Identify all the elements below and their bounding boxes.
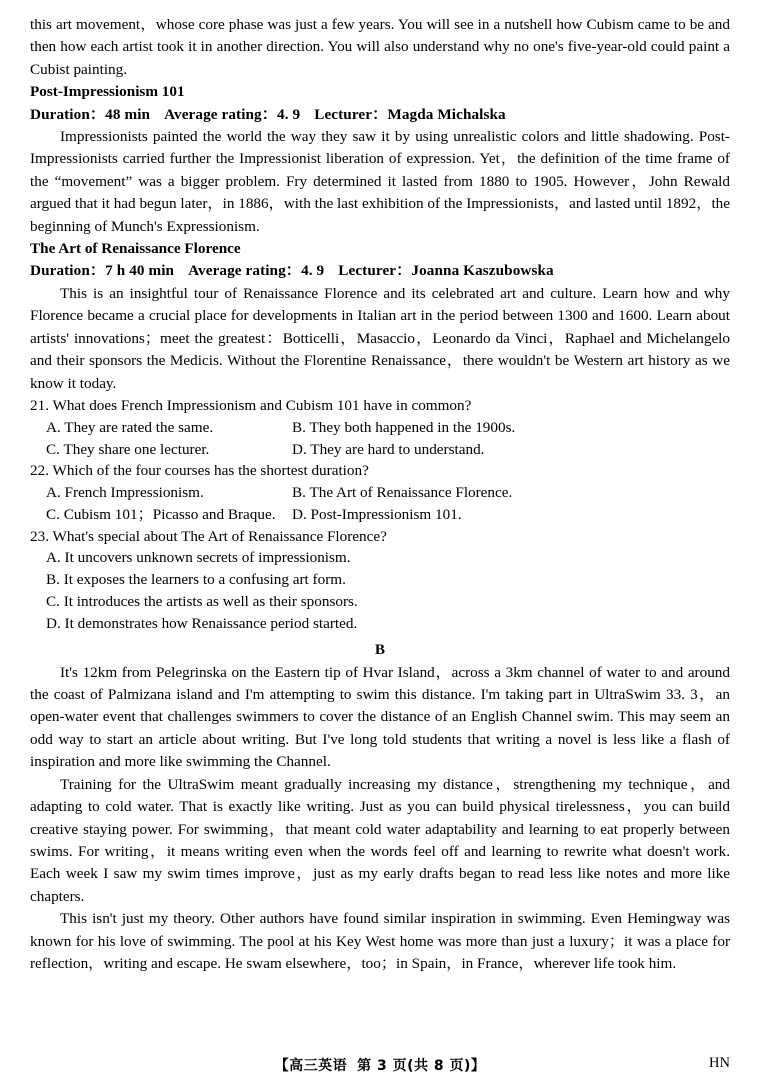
question-stem-22: 22. Which of the four courses has the shortest duration? (30, 462, 369, 480)
option-21-B[interactable]: B. They both happened in the 1900s. (292, 418, 516, 436)
option-23-A[interactable]: A. It uncovers unknown secrets of impressionism. (46, 549, 351, 567)
duration-label-post: Duration：48 min (30, 105, 151, 123)
footer-paper-code: HN (709, 1055, 730, 1071)
option-22-C[interactable]: C. Cubism 101；Picasso and Braque. (46, 505, 276, 523)
section-b-paragraph-3: This isn't just my theory. Other authors have found similar inspiration in swimming. Even Hemingway was known for his love of swimming. The pool at his Key West home was more than just a luxury；it was a place for reflection，writing and escape. He swam elsewhere，too；in Spain，in France，wherever life took him. (30, 910, 730, 972)
section-label-b: B (374, 640, 386, 658)
question-options-21-row1 (30, 417, 730, 439)
option-23-D[interactable]: D. It demonstrates how Renaissance period started. (46, 614, 358, 632)
paragraph-top: this art movement，whose core phase was just a few years. You will see in a nutshell how Cubism came to be and then how each artist took it in another direction. You will also understand why no one's five-year-old could paint a Cubist painting. (30, 16, 730, 78)
footer-subject: 【高三英语 (274, 1058, 348, 1074)
question-options-21-row2 (30, 439, 730, 461)
course-body-renaissance: This is an insightful tour of Renaissance Florence and its celebrated art and culture. Learn how and why Florence became a crucial place for developments in Italian art in the period between 1300 and 1600. Learn about artists' innovations；meet the greatest：Botticelli，Masaccio，Leonardo da Vinci，Raphael and Michelangelo and their sponsors the Medicis. Without the Florentine Renaissance，there wouldn't be Western art history as we know it today. (30, 284, 730, 392)
section-b-paragraph-1: It's 12km from Pelegrinska on the Eastern tip of Hvar Island，across a 3km channel of water to and around the coast of Palmizana island and I'm attempting to swim this distance. I'm taking part in UltraSwim 33. 3，an open-water event that challenges swimmers to cover the distance of an English Channel swim. This may seem an odd way to start an article about writing. But I've long told students that writing a novel is less like a flash of inspiration and more like swimming the Channel. (30, 663, 730, 771)
rating-label-post: Average rating：4. 9 (164, 105, 301, 123)
course-title-renaissance: The Art of Renaissance Florence (30, 240, 241, 258)
course-meta-renaissance (30, 260, 730, 282)
course-meta-post-impressionism (30, 104, 730, 126)
option-21-A[interactable]: A. They are rated the same. (46, 418, 214, 436)
section-b-paragraph-2: Training for the UltraSwim meant gradually increasing my distance，strengthening my technique，and adapting to cold water. That is exactly like writing. Just as you can build physical tirelessness，you can build creative staying power. For swimming，that meant cold water adaptability and learning to eat properly between swims. For writing，it means writing even when the words feel off and learning to rewrite what doesn't work. Each week I saw my swim times improve，just as my early drafts began to read less like notes and more like chapters. (30, 775, 730, 905)
option-23-B[interactable]: B. It exposes the learners to a confusing art form. (46, 571, 346, 589)
course-body-post-impressionism: Impressionists painted the world the way they saw it by using unrealistic colors and little shadowing. Post-Impressionists carried further the Impressionist liberation of expression. Yet，the definition of the time frame of the “movement” was a bigger problem. Fry determined it lasted from 1880 to 1905. However，John Rewald argued that it had begun later，in 1886，with the last exhibition of the Impressionists，and lasted until 1892，the beginning of Munch's Expressionism. (30, 128, 730, 235)
option-21-C[interactable]: C. They share one lecturer. (46, 440, 210, 458)
duration-label-renaissance: Duration：7 h 40 min (30, 262, 175, 280)
question-options-22-row2 (30, 504, 730, 526)
rating-label-renaissance: Average rating：4. 9 (188, 262, 325, 280)
option-22-A[interactable]: A. French Impressionism. (46, 484, 204, 502)
footer-center-text (0, 1055, 760, 1075)
page-footer (0, 1055, 760, 1081)
question-options-22-row1 (30, 482, 730, 504)
option-22-B[interactable]: B. The Art of Renaissance Florence. (292, 484, 513, 502)
lecturer-label-renaissance: Lecturer：Joanna Kaszubowska (338, 262, 554, 280)
question-stem-21: 21. What does French Impressionism and Cubism 101 have in common? (30, 396, 472, 414)
option-21-D[interactable]: D. They are hard to understand. (292, 440, 485, 458)
course-title-post-impressionism: Post-Impressionism 101 (30, 83, 185, 101)
question-stem-23: 23. What's special about The Art of Renaissance Florence? (30, 527, 387, 545)
footer-page-number: 第 3 页(共 8 页)】 (357, 1058, 486, 1074)
option-23-C[interactable]: C. It introduces the artists as well as their sponsors. (46, 593, 358, 611)
lecturer-label-post: Lecturer：Magda Michalska (314, 105, 506, 123)
option-22-D[interactable]: D. Post-Impressionism 101. (292, 505, 462, 523)
